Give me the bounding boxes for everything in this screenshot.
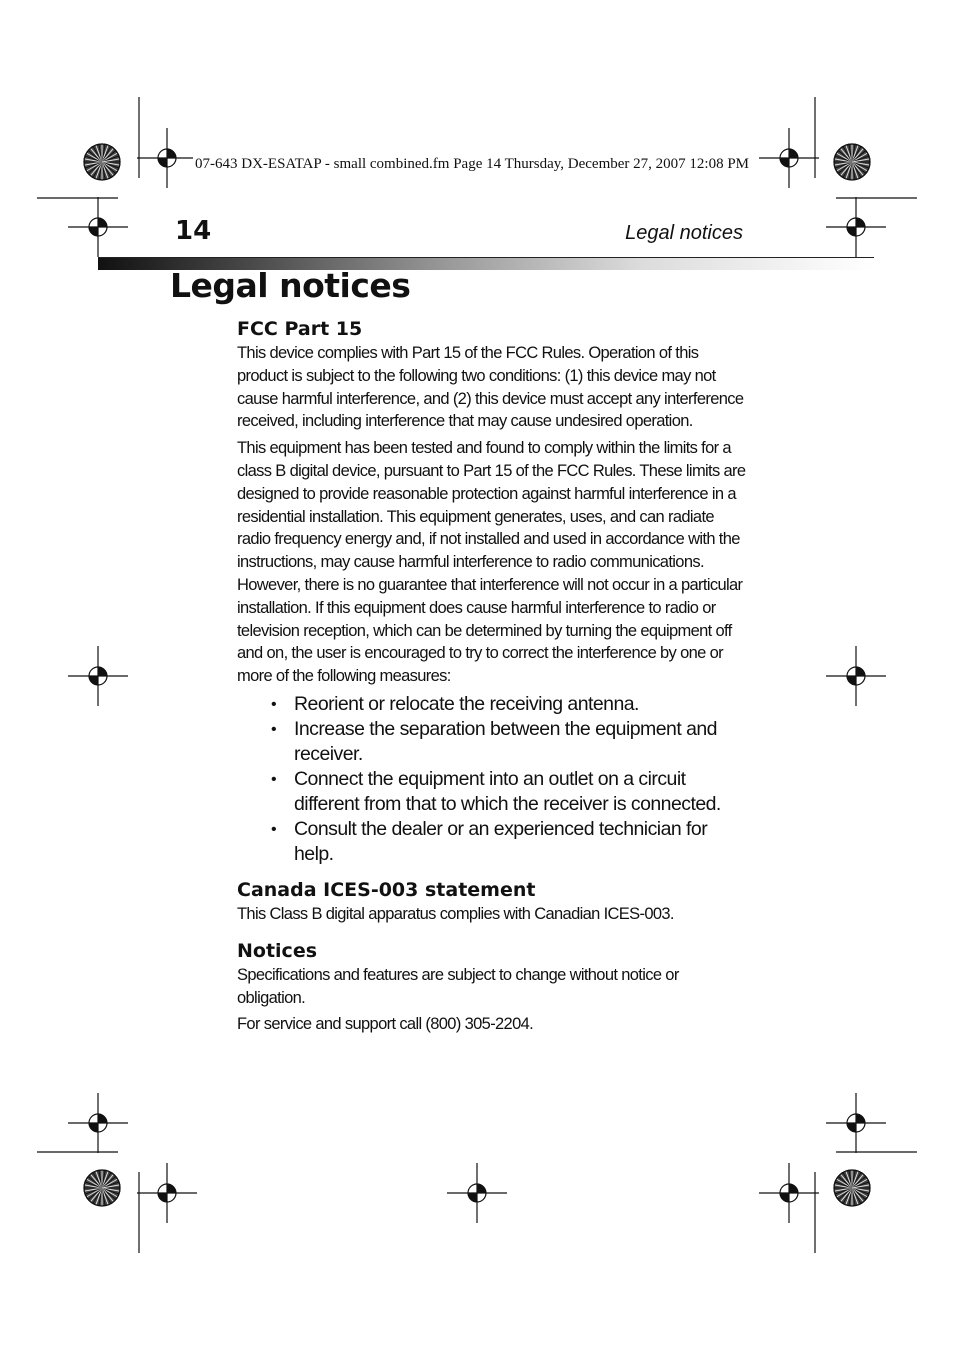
print-slug-line: 07-643 DX-ESATAP - small combined.fm Page 14 Thursday, December 27, 2007 12:08 PM [195,156,750,172]
registration-crosshair-icon [68,1093,128,1153]
registration-starburst-icon [834,144,870,180]
running-head: Legal notices [625,222,743,244]
list-item-text: Increase the separation between the equipment and receiver. [294,717,717,765]
list-item-text: Reorient or relocate the receiving antenna. [294,692,639,715]
registration-crosshair-icon [826,646,886,706]
page-title: Legal notices [170,266,411,305]
section-heading-canada: Canada ICES-003 statement [237,878,536,901]
fcc-paragraph-1: This device complies with Part 15 of the FCC Rules. Operation of this product is subject to the following two conditions: (1) this device may not cause harmful interference, and (2) this device must accept any interference received, including interference that may cause undesired operation. [237,344,744,431]
fcc-paragraph-2: This equipment has been tested and found to comply within the limits for a class B digital device, pursuant to Part 15 of the FCC Rules. These limits are designed to provide reasonable protection against harmful interference in a residential installation. This equipment generates, uses, and can radiate radio frequency energy and, if not installed and used in accordance with the instructions, may cause harmful interference to radio communications. However, there is no guarantee that interference will not occur in a particular installation. If this equipment does cause harmful interference to radio or television reception, which can be determined by turning the equipment off and on, the user is encouraged to try to correct the interference by one or more of the following measures: [237,439,746,686]
canada-paragraph: This Class B digital apparatus complies with Canadian ICES-003. [237,904,674,923]
section-heading-fcc: FCC Part 15 [237,318,363,340]
list-item [237,717,747,767]
registration-starburst-icon [84,144,120,180]
bullet-icon: • [271,695,277,713]
fcc-measures-list [237,692,747,867]
list-item-text: Connect the equipment into an outlet on a circuit different from that to which the receiver is connected. [294,767,721,815]
registration-starburst-icon [834,1170,870,1206]
registration-crosshair-icon [759,128,819,188]
bullet-icon: • [271,770,277,788]
registration-crosshair-icon [137,1163,197,1223]
registration-crosshair-icon [137,128,197,188]
bullet-icon: • [271,820,277,838]
bullet-icon: • [271,720,277,738]
notices-paragraph-2: For service and support call (800) 305-2204. [237,1015,534,1034]
registration-crosshair-icon [826,1093,886,1153]
list-item [237,817,747,867]
notices-paragraph-1: Specifications and features are subject to change without notice or obligation. [237,965,679,1007]
list-item [237,692,747,717]
list-item-text: Consult the dealer or an experienced technician for help. [294,817,708,865]
registration-crosshair-icon [68,197,128,257]
registration-crosshair-icon [68,646,128,706]
registration-crosshair-icon [447,1163,507,1223]
registration-crosshair-icon [826,197,886,257]
main-content [237,316,747,1040]
registration-starburst-icon [84,1170,120,1206]
page-number: 14 [175,216,212,246]
list-item [237,767,747,817]
section-heading-notices: Notices [237,939,318,962]
registration-crosshair-icon [759,1163,819,1223]
